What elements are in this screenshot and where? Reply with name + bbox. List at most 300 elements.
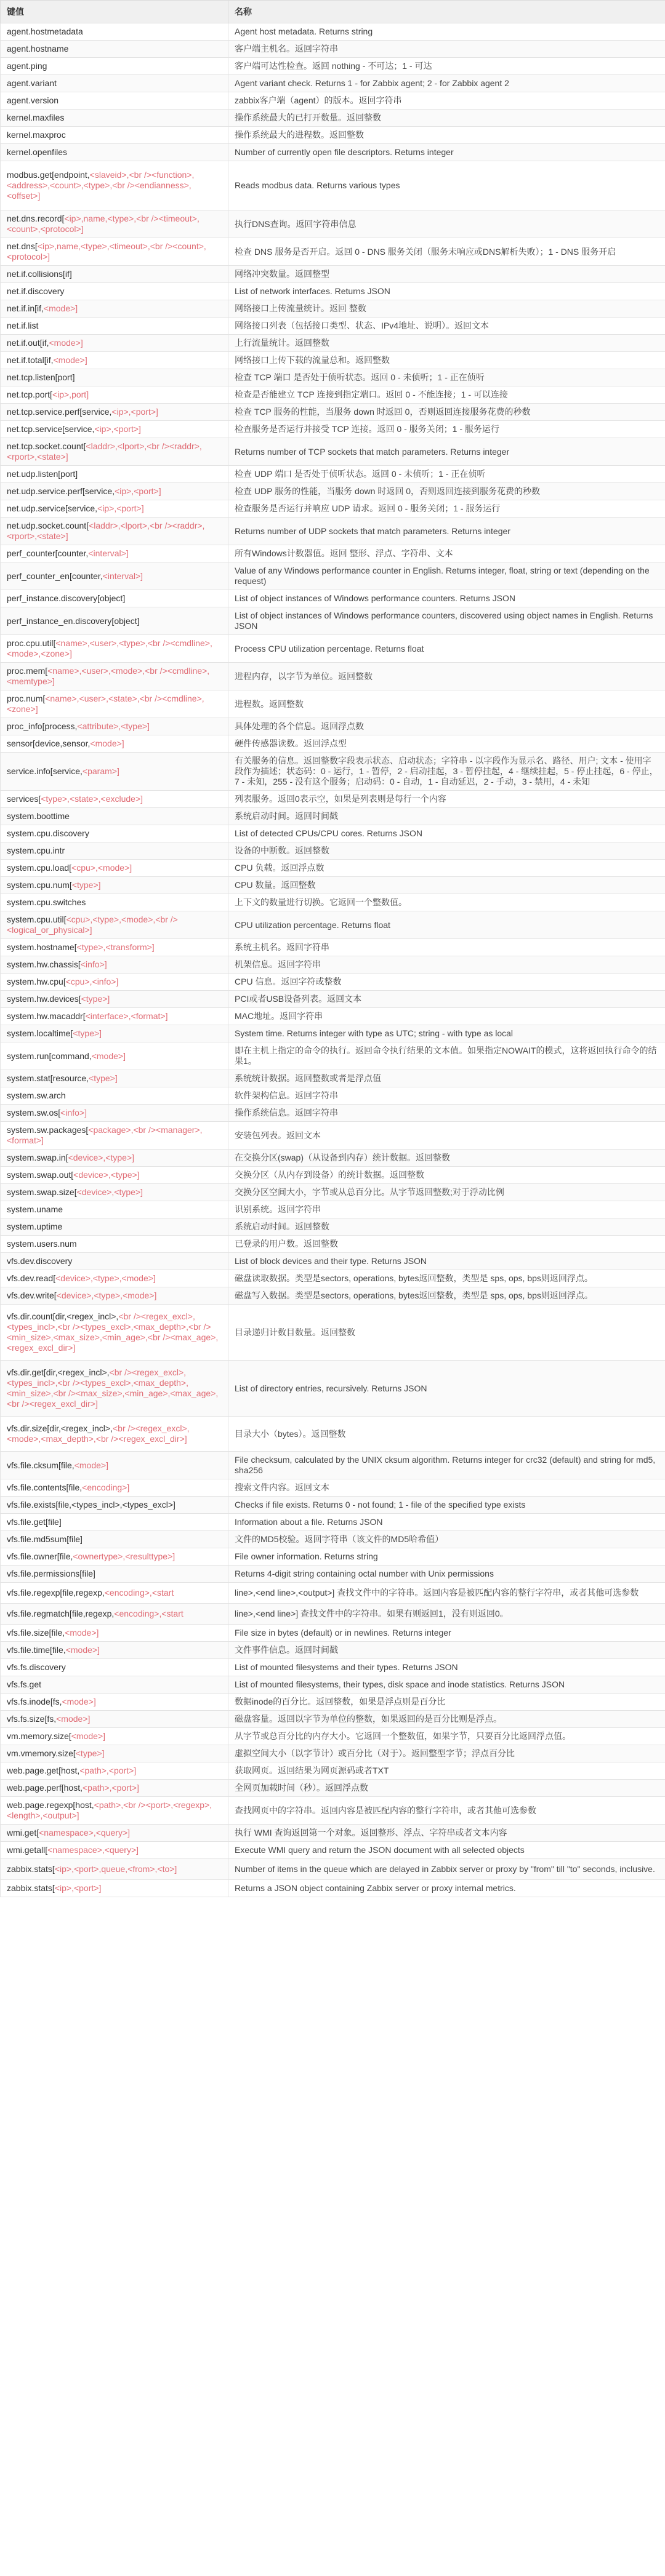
table-row (1, 1236, 665, 1253)
item-description: Number of items in the queue which are delayed in Zabbix server or proxy by "from" till "to" seconds, inclusive. (228, 1859, 665, 1880)
item-description: 磁盘写入数据。类型是sectors, operations, bytes返回整数，类型是 sps, ops, bps则返回浮点。 (228, 1287, 665, 1305)
table-row (1, 791, 665, 808)
table-row (1, 1711, 665, 1728)
table-header-row (1, 1, 665, 23)
item-description: 检查服务是否运行并响应 UDP 请求。返回 0 - 服务关闭；1 - 服务运行 (228, 500, 665, 518)
item-key: system.stat[resource, (7, 1073, 89, 1083)
item-key-cell (1, 283, 228, 300)
item-key-cell (1, 753, 228, 791)
item-key-params: <ip>,<port>] (94, 424, 141, 434)
table-row (1, 483, 665, 500)
item-description: 文件的MD5校验。返回字符串（该文件的MD5哈希值） (228, 1531, 665, 1548)
item-description: 检查 DNS 服务是否开启。返回 0 - DNS 服务关闭（服务未响应或DNS解析失败）；1 - DNS 服务开启 (228, 238, 665, 266)
item-key: vfs.file.owner[file, (7, 1551, 73, 1561)
table-row (1, 718, 665, 735)
item-key-params: <ip>,<port>] (111, 407, 158, 417)
table-row (1, 825, 665, 842)
item-description: Agent host metadata. Returns string (228, 23, 665, 41)
item-key-params: <type>] (71, 880, 101, 890)
table-row (1, 75, 665, 92)
item-key: agent.version (7, 95, 59, 105)
table-row (1, 1514, 665, 1531)
item-key-cell (1, 1694, 228, 1711)
item-key-cell (1, 75, 228, 92)
item-key: system.uptime (7, 1222, 63, 1231)
item-key-cell (1, 1583, 228, 1604)
item-key: net.tcp.service[service, (7, 424, 95, 434)
item-key-params: <mode>] (43, 303, 78, 313)
item-description: CPU 数量。返回整数 (228, 877, 665, 894)
item-description: Returns number of UDP sockets that match parameters. Returns integer (228, 518, 665, 545)
item-key-params: <device>,<type>] (73, 1170, 140, 1180)
item-key-cell (1, 518, 228, 545)
item-key: proc.mem[ (7, 666, 48, 676)
item-key-cell (1, 545, 228, 562)
item-description: List of network interfaces. Returns JSON (228, 283, 665, 300)
item-key: net.if.list (7, 321, 39, 330)
item-description: 系统主机名。返回字符串 (228, 939, 665, 956)
item-description: 磁盘容量。返回以字节为单位的整数，如果返回的是百分比则是浮点。 (228, 1711, 665, 1728)
table-row (1, 58, 665, 75)
item-key-cell (1, 1087, 228, 1105)
item-key-params: <mode>] (53, 355, 87, 365)
item-key-cell (1, 1780, 228, 1797)
item-key-params: <br /><regex_excl>,<types_incl>,<br /><types_excl>,<max_depth>,<min_size>,<br /><max_size>,<min_age>,<max_age>,<br /><regex_excl_dir>] (7, 1367, 219, 1409)
table-row (1, 161, 665, 210)
item-key-cell (1, 690, 228, 718)
item-description: List of object instances of Windows performance counters. Returns JSON (228, 590, 665, 607)
item-key: perf_counter_en[counter, (7, 570, 103, 581)
item-key: vfs.file.exists[file,<types_incl>,<types_excl>] (7, 1500, 175, 1510)
table-row (1, 1728, 665, 1745)
table-row (1, 1694, 665, 1711)
item-key-cell (1, 238, 228, 266)
item-key-cell (1, 1105, 228, 1122)
item-key-cell (1, 1604, 228, 1625)
item-key-params: <mode>] (71, 1731, 106, 1741)
item-key-cell (1, 1070, 228, 1087)
item-key-cell (1, 1625, 228, 1642)
table-row (1, 283, 665, 300)
item-key-cell (1, 335, 228, 352)
table-row (1, 1452, 665, 1479)
item-description: 软件架构信息。返回字符串 (228, 1087, 665, 1105)
item-key: vfs.file.regmatch[file,regexp, (7, 1609, 115, 1618)
table-row (1, 144, 665, 161)
item-key: system.cpu.switches (7, 897, 86, 907)
item-key: system.localtime[ (7, 1028, 73, 1038)
item-key: system.cpu.util[ (7, 914, 66, 924)
item-description: 查找网页中的字符串。返回内容是被匹配内容的整行字符串，或者其他可选参数 (228, 1797, 665, 1825)
item-key-cell (1, 161, 228, 210)
item-key: sensor[device,sensor, (7, 738, 91, 748)
item-description: 网络冲突数量。返回整型 (228, 266, 665, 283)
item-key-params: <laddr>,<lport>,<br /><raddr>,<rport>,<state>] (7, 521, 205, 541)
item-description: 进程数。返回整数 (228, 690, 665, 718)
item-key-params: <slaveid>,<br /><function>,<address>,<count>,<type>,<br /><endianness>,<offset>] (7, 170, 195, 201)
item-key-params: <attribute>,<type>] (77, 721, 150, 731)
item-description: 获取网页。返回结果为网页源码或者TXT (228, 1762, 665, 1780)
item-key-cell (1, 1842, 228, 1859)
item-key-params: <device>,<type>,<mode>] (56, 1290, 157, 1300)
table-row (1, 753, 665, 791)
item-key: vfs.dir.get[dir,<regex_incl>, (7, 1367, 110, 1377)
item-key-cell (1, 1361, 228, 1417)
item-key-params: <namespace>,<query>] (47, 1845, 139, 1855)
item-key: system.hw.chassis[ (7, 959, 81, 969)
item-key-params: <device>,<type>] (76, 1187, 143, 1197)
table-row (1, 877, 665, 894)
table-row (1, 438, 665, 466)
item-key-cell (1, 1042, 228, 1070)
item-key: vfs.dir.count[dir,<regex_incl>, (7, 1311, 119, 1321)
item-description: 系统启动时间。返回整数 (228, 1218, 665, 1236)
item-key-cell (1, 877, 228, 894)
item-key: proc.cpu.util[ (7, 638, 56, 648)
item-key: net.tcp.service.perf[service, (7, 407, 112, 417)
item-description: 检查 UDP 端口 是否处于侦听状态。返回 0 - 未侦听；1 - 正在侦听 (228, 466, 665, 483)
item-description: 检查服务是否运行并接受 TCP 连接。返回 0 - 服务关闭；1 - 服务运行 (228, 421, 665, 438)
item-description: System time. Returns integer with type as UTC; string - with type as local (228, 1025, 665, 1042)
item-key: system.users.num (7, 1239, 77, 1249)
table-row (1, 1797, 665, 1825)
item-key: system.cpu.discovery (7, 828, 89, 838)
table-row (1, 238, 665, 266)
table-row (1, 894, 665, 911)
item-key: vfs.file.time[file, (7, 1645, 66, 1655)
table-row (1, 1745, 665, 1762)
item-key-cell (1, 1514, 228, 1531)
item-key-cell (1, 466, 228, 483)
item-key: system.hw.cpu[ (7, 977, 66, 986)
table-row (1, 1087, 665, 1105)
item-key-params: <param>] (82, 766, 119, 776)
table-row (1, 386, 665, 404)
item-description: File size in bytes (default) or in newlines. Returns integer (228, 1625, 665, 1642)
table-row (1, 545, 665, 562)
item-key: zabbix.stats[ (7, 1883, 55, 1893)
item-key: net.udp.socket.count[ (7, 521, 89, 530)
item-key-params: <mode>] (65, 1645, 100, 1655)
item-key-cell (1, 1184, 228, 1201)
item-key: system.cpu.intr (7, 846, 65, 855)
item-key-cell (1, 894, 228, 911)
item-description: 已登录的用户数。返回整数 (228, 1236, 665, 1253)
item-key: service.info[service, (7, 766, 83, 776)
table-row (1, 1604, 665, 1625)
item-key: agent.ping (7, 61, 47, 71)
item-key-cell (1, 1711, 228, 1728)
item-description: 客户端可达性检查。返回 nothing - 不可达；1 - 可达 (228, 58, 665, 75)
item-description: 目录大小（bytes）。返回整数 (228, 1417, 665, 1452)
item-key: vfs.fs.inode[fs, (7, 1697, 62, 1706)
item-description: 检查 UDP 服务的性能，当服务 down 时返回 0，否则返回连接到服务花费的秒数 (228, 483, 665, 500)
item-key-cell (1, 1150, 228, 1167)
item-key: agent.hostname (7, 44, 69, 54)
item-key-cell (1, 41, 228, 58)
item-key-cell (1, 635, 228, 663)
item-description: 执行DNS查询。返回字符串信息 (228, 210, 665, 238)
item-description: 列表服务。返回0表示空，如果是列表则是每行一个内容 (228, 791, 665, 808)
table-row (1, 663, 665, 690)
table-row (1, 1105, 665, 1122)
item-key: agent.variant (7, 78, 57, 88)
item-key-cell (1, 911, 228, 939)
table-row (1, 690, 665, 718)
item-description: Checks if file exists. Returns 0 - not found; 1 - file of the specified type exists (228, 1497, 665, 1514)
item-key-params: <mode>] (62, 1697, 96, 1706)
item-key-params: <ownertype>,<resulttype>] (73, 1551, 175, 1561)
table-row (1, 500, 665, 518)
item-key-params: <laddr>,<lport>,<br /><raddr>,<rport>,<state>] (7, 441, 202, 462)
item-key-cell (1, 1122, 228, 1150)
item-key: web.page.get[host, (7, 1766, 80, 1775)
item-description: 操作系统信息。返回字符串 (228, 1105, 665, 1122)
table-row (1, 1042, 665, 1070)
table-row (1, 1122, 665, 1150)
item-key: proc.num[ (7, 694, 46, 703)
item-description: Reads modbus data. Returns various types (228, 161, 665, 210)
table-row (1, 1184, 665, 1201)
table-row (1, 1880, 665, 1897)
item-key-params: <namespace>,<query>] (39, 1828, 131, 1838)
item-key-cell (1, 438, 228, 466)
item-key-cell (1, 1676, 228, 1694)
table-row (1, 1253, 665, 1270)
item-key: net.if.out[if, (7, 338, 49, 348)
column-header-key: 键值 (1, 1, 228, 23)
item-key: system.cpu.num[ (7, 880, 72, 890)
table-row (1, 466, 665, 483)
item-key-params: <br /><regex_excl>,<types_incl>,<br /><types_excl>,<max_depth>,<br /><min_size>,<max_size>,<min_age>,<br /><max_age>,<regex_excl_dir>] (7, 1311, 219, 1353)
table-row (1, 735, 665, 753)
item-key: net.udp.listen[port] (7, 469, 78, 479)
item-key-cell (1, 23, 228, 41)
table-row (1, 1417, 665, 1452)
item-key: vfs.file.get[file] (7, 1517, 62, 1527)
item-key-params: <path>,<br /><port>,<regexp>,<length>,<output>] (7, 1800, 212, 1820)
table-row (1, 956, 665, 974)
item-key: system.cpu.load[ (7, 863, 72, 873)
item-key: net.if.total[if, (7, 355, 54, 365)
item-description: 从字节或总百分比的内存大小。它返回一个整数值，如果字节，只要百分比返回浮点值。 (228, 1728, 665, 1745)
item-key-cell (1, 1417, 228, 1452)
item-key-cell (1, 210, 228, 238)
item-key-cell (1, 607, 228, 635)
item-key: perf_counter[counter, (7, 548, 89, 558)
item-key-params: <mode>] (91, 1050, 126, 1061)
item-key-cell (1, 791, 228, 808)
item-key-params: <interface>,<format>] (85, 1011, 168, 1021)
item-key-params: <name>,<user>,<state>,<br /><cmdline>,<zone>] (7, 694, 204, 714)
item-key-cell (1, 1859, 228, 1880)
item-key: kernel.maxfiles (7, 113, 65, 122)
item-key-cell (1, 404, 228, 421)
item-key-cell (1, 1531, 228, 1548)
item-key-cell (1, 144, 228, 161)
item-key-cell (1, 939, 228, 956)
item-key-cell (1, 92, 228, 110)
item-key: net.tcp.port[ (7, 390, 52, 399)
item-key: net.udp.service.perf[service, (7, 486, 115, 496)
item-key-params: <name>,<user>,<type>,<br /><cmdline>,<mode>,<zone>] (7, 638, 212, 658)
table-row (1, 1497, 665, 1514)
table-row (1, 421, 665, 438)
item-key: vm.vmemory.size[ (7, 1748, 76, 1758)
item-key: kernel.openfiles (7, 147, 68, 157)
item-key-params: <br /><regex_excl>,<mode>,<max_depth>,<br /><regex_excl_dir>] (7, 1423, 190, 1444)
table-row (1, 1531, 665, 1548)
item-key-params: <mode>] (56, 1714, 91, 1724)
item-key: net.dns.record[ (7, 214, 65, 223)
table-row (1, 1825, 665, 1842)
item-description: File checksum, calculated by the UNIX cksum algorithm. Returns integer for crc32 (default) and string for md5, sha256 (228, 1452, 665, 1479)
item-key-params: <type>,<transform>] (76, 942, 155, 952)
table-row (1, 911, 665, 939)
item-key: vfs.file.size[file, (7, 1628, 65, 1638)
item-key-cell (1, 1479, 228, 1497)
item-key-params: <mode>] (90, 738, 124, 748)
item-description: 虚拟空间大小（以字节计）或百分比（对于）。返回整型字节；浮点百分比 (228, 1745, 665, 1762)
item-description: 网络接口列表（包括接口类型、状态、IPv4地址、说明）。返回文本 (228, 318, 665, 335)
item-key: proc_info[process, (7, 721, 78, 731)
item-description: 具体处理的各个信息。返回浮点数 (228, 718, 665, 735)
item-key: vfs.dev.discovery (7, 1256, 73, 1266)
table-row (1, 1566, 665, 1583)
item-description: CPU 负载。返回浮点数 (228, 860, 665, 877)
table-row (1, 1625, 665, 1642)
item-key: wmi.get[ (7, 1828, 39, 1838)
item-key-cell (1, 1728, 228, 1745)
item-description: 系统启动时间。返回时间戳 (228, 808, 665, 825)
item-description: Value of any Windows performance counter in English. Returns integer, float, string or text (depending on the request) (228, 562, 665, 590)
item-description: 全网页加载时间（秒）。返回浮点数 (228, 1780, 665, 1797)
table-row (1, 1642, 665, 1659)
item-key-params: <type>] (89, 1073, 118, 1083)
item-description: 所有Windows计数器值。返回 整形、浮点、字符串、文本 (228, 545, 665, 562)
item-description: MAC地址。返回字符串 (228, 1008, 665, 1025)
item-key: perf_instance_en.discovery[object] (7, 615, 140, 626)
item-key: web.page.perf[host, (7, 1783, 83, 1793)
item-key-cell (1, 1497, 228, 1514)
item-key-cell (1, 1880, 228, 1897)
table-row (1, 808, 665, 825)
item-key: net.if.in[if, (7, 303, 44, 313)
item-description: 有关服务的信息。返回整数字段表示状态、启动状态；字符串 - 以字段作为显示名、路径、用户; 文本 - 使用字段作为描述；状态码：0 - 运行，1 - 暂停，2 - 启动挂起，3 - 暂停挂起，4 - 继续挂起，5 - 停止挂起，6 - 停止，7 - 未知，255 - 没有这个服务；启动码：0 - 自动，1 - 自动延迟，2 - 手动，3 - 禁用，4 - 未知 (228, 753, 665, 791)
item-key: wmi.getall[ (7, 1845, 48, 1855)
item-key: vfs.fs.discovery (7, 1662, 66, 1672)
table-row (1, 1842, 665, 1859)
item-key: system.uname (7, 1204, 63, 1214)
item-description: 检查 TCP 端口 是否处于侦听状态。返回 0 - 未侦听；1 - 正在侦听 (228, 369, 665, 386)
table-row (1, 1676, 665, 1694)
table-row (1, 92, 665, 110)
item-key-cell (1, 1008, 228, 1025)
item-description: Execute WMI query and return the JSON document with all selected objects (228, 1842, 665, 1859)
item-key-cell (1, 110, 228, 127)
item-description: zabbix客户端（agent）的版本。返回字符串 (228, 92, 665, 110)
item-key-cell (1, 1253, 228, 1270)
item-key-cell (1, 1825, 228, 1842)
item-description: Agent variant check. Returns 1 - for Zabbix agent; 2 - for Zabbix agent 2 (228, 75, 665, 92)
table-row (1, 318, 665, 335)
table-row (1, 991, 665, 1008)
item-description: 系统统计数据。返回整数或者是浮点值 (228, 1070, 665, 1087)
table-row (1, 1287, 665, 1305)
item-description: 即在主机上指定的命令的执行。返回命令执行结果的文本值。如果指定NOWAIT的模式，这将返回执行命令的结果1。 (228, 1042, 665, 1070)
table-row (1, 41, 665, 58)
item-description: 上下文的数量进行切换。它返回一个整数值。 (228, 894, 665, 911)
item-key-cell (1, 1548, 228, 1566)
item-description: List of directory entries, recursively. Returns JSON (228, 1361, 665, 1417)
item-description: 安装包列表。返回文本 (228, 1122, 665, 1150)
item-description: 执行 WMI 查询返回第一个对象。返回整形、浮点、字符串或者文本内容 (228, 1825, 665, 1842)
item-key: agent.hostmetadata (7, 26, 83, 36)
item-description: List of object instances of Windows performance counters, discovered using object names in English. Returns JSON (228, 607, 665, 635)
table-row (1, 590, 665, 607)
item-key-cell (1, 1270, 228, 1287)
item-key-params: <cpu>,<mode>] (71, 863, 132, 873)
table-row (1, 1859, 665, 1880)
item-key-params: <type>] (75, 1748, 105, 1758)
item-description: Process CPU utilization percentage. Returns float (228, 635, 665, 663)
item-description: 操作系统最大的已打开数量。返回整数 (228, 110, 665, 127)
item-key: vfs.file.contents[file, (7, 1482, 83, 1492)
item-description: Information about a file. Returns JSON (228, 1514, 665, 1531)
item-key-params: <info>] (80, 959, 107, 969)
item-key-cell (1, 735, 228, 753)
item-description: 操作系统最大的进程数。返回整数 (228, 127, 665, 144)
table-row (1, 518, 665, 545)
item-key: vm.memory.size[ (7, 1731, 71, 1741)
table-row (1, 1305, 665, 1361)
item-description: List of mounted filesystems, their types, disk space and inode statistics. Returns JSON (228, 1676, 665, 1694)
table-row (1, 1479, 665, 1497)
table-row (1, 1070, 665, 1087)
item-key: net.dns[ (7, 241, 38, 251)
item-key-params: <ip>,<port>,queue,<from>,<to>] (54, 1864, 177, 1874)
table-row (1, 635, 665, 663)
item-description: 搜索文件内容。返回文本 (228, 1479, 665, 1497)
table-row (1, 842, 665, 860)
item-key-params: <ip>,port] (52, 390, 89, 399)
table-row (1, 974, 665, 991)
item-key-cell (1, 1659, 228, 1676)
item-key-cell (1, 991, 228, 1008)
item-key-cell (1, 1025, 228, 1042)
item-key: system.hostname[ (7, 942, 77, 952)
item-key-params: <encoding>,<start (114, 1609, 183, 1618)
item-description: Returns a JSON object containing Zabbix server or proxy internal metrics. (228, 1880, 665, 1897)
item-description: Number of currently open file descriptors. Returns integer (228, 144, 665, 161)
item-key-params: <package>,<br /><manager>,<format>] (7, 1125, 203, 1145)
item-key: system.boottime (7, 811, 70, 821)
item-description: List of block devices and their type. Returns JSON (228, 1253, 665, 1270)
item-key-cell (1, 369, 228, 386)
item-key-cell (1, 386, 228, 404)
item-key-params: <name>,<user>,<mode>,<br /><cmdline>,<memtype>] (7, 666, 210, 686)
table-row (1, 1762, 665, 1780)
item-key: net.if.collisions[if] (7, 269, 72, 279)
item-key-params: <interval>] (88, 548, 129, 558)
item-key-cell (1, 590, 228, 607)
item-key-cell (1, 956, 228, 974)
item-key: system.run[command, (7, 1050, 92, 1061)
item-key-cell (1, 1642, 228, 1659)
table-row (1, 1361, 665, 1417)
item-key: vfs.fs.get (7, 1679, 42, 1689)
item-description: 数据inode的百分比。返回整数，如果是浮点则是百分比 (228, 1694, 665, 1711)
